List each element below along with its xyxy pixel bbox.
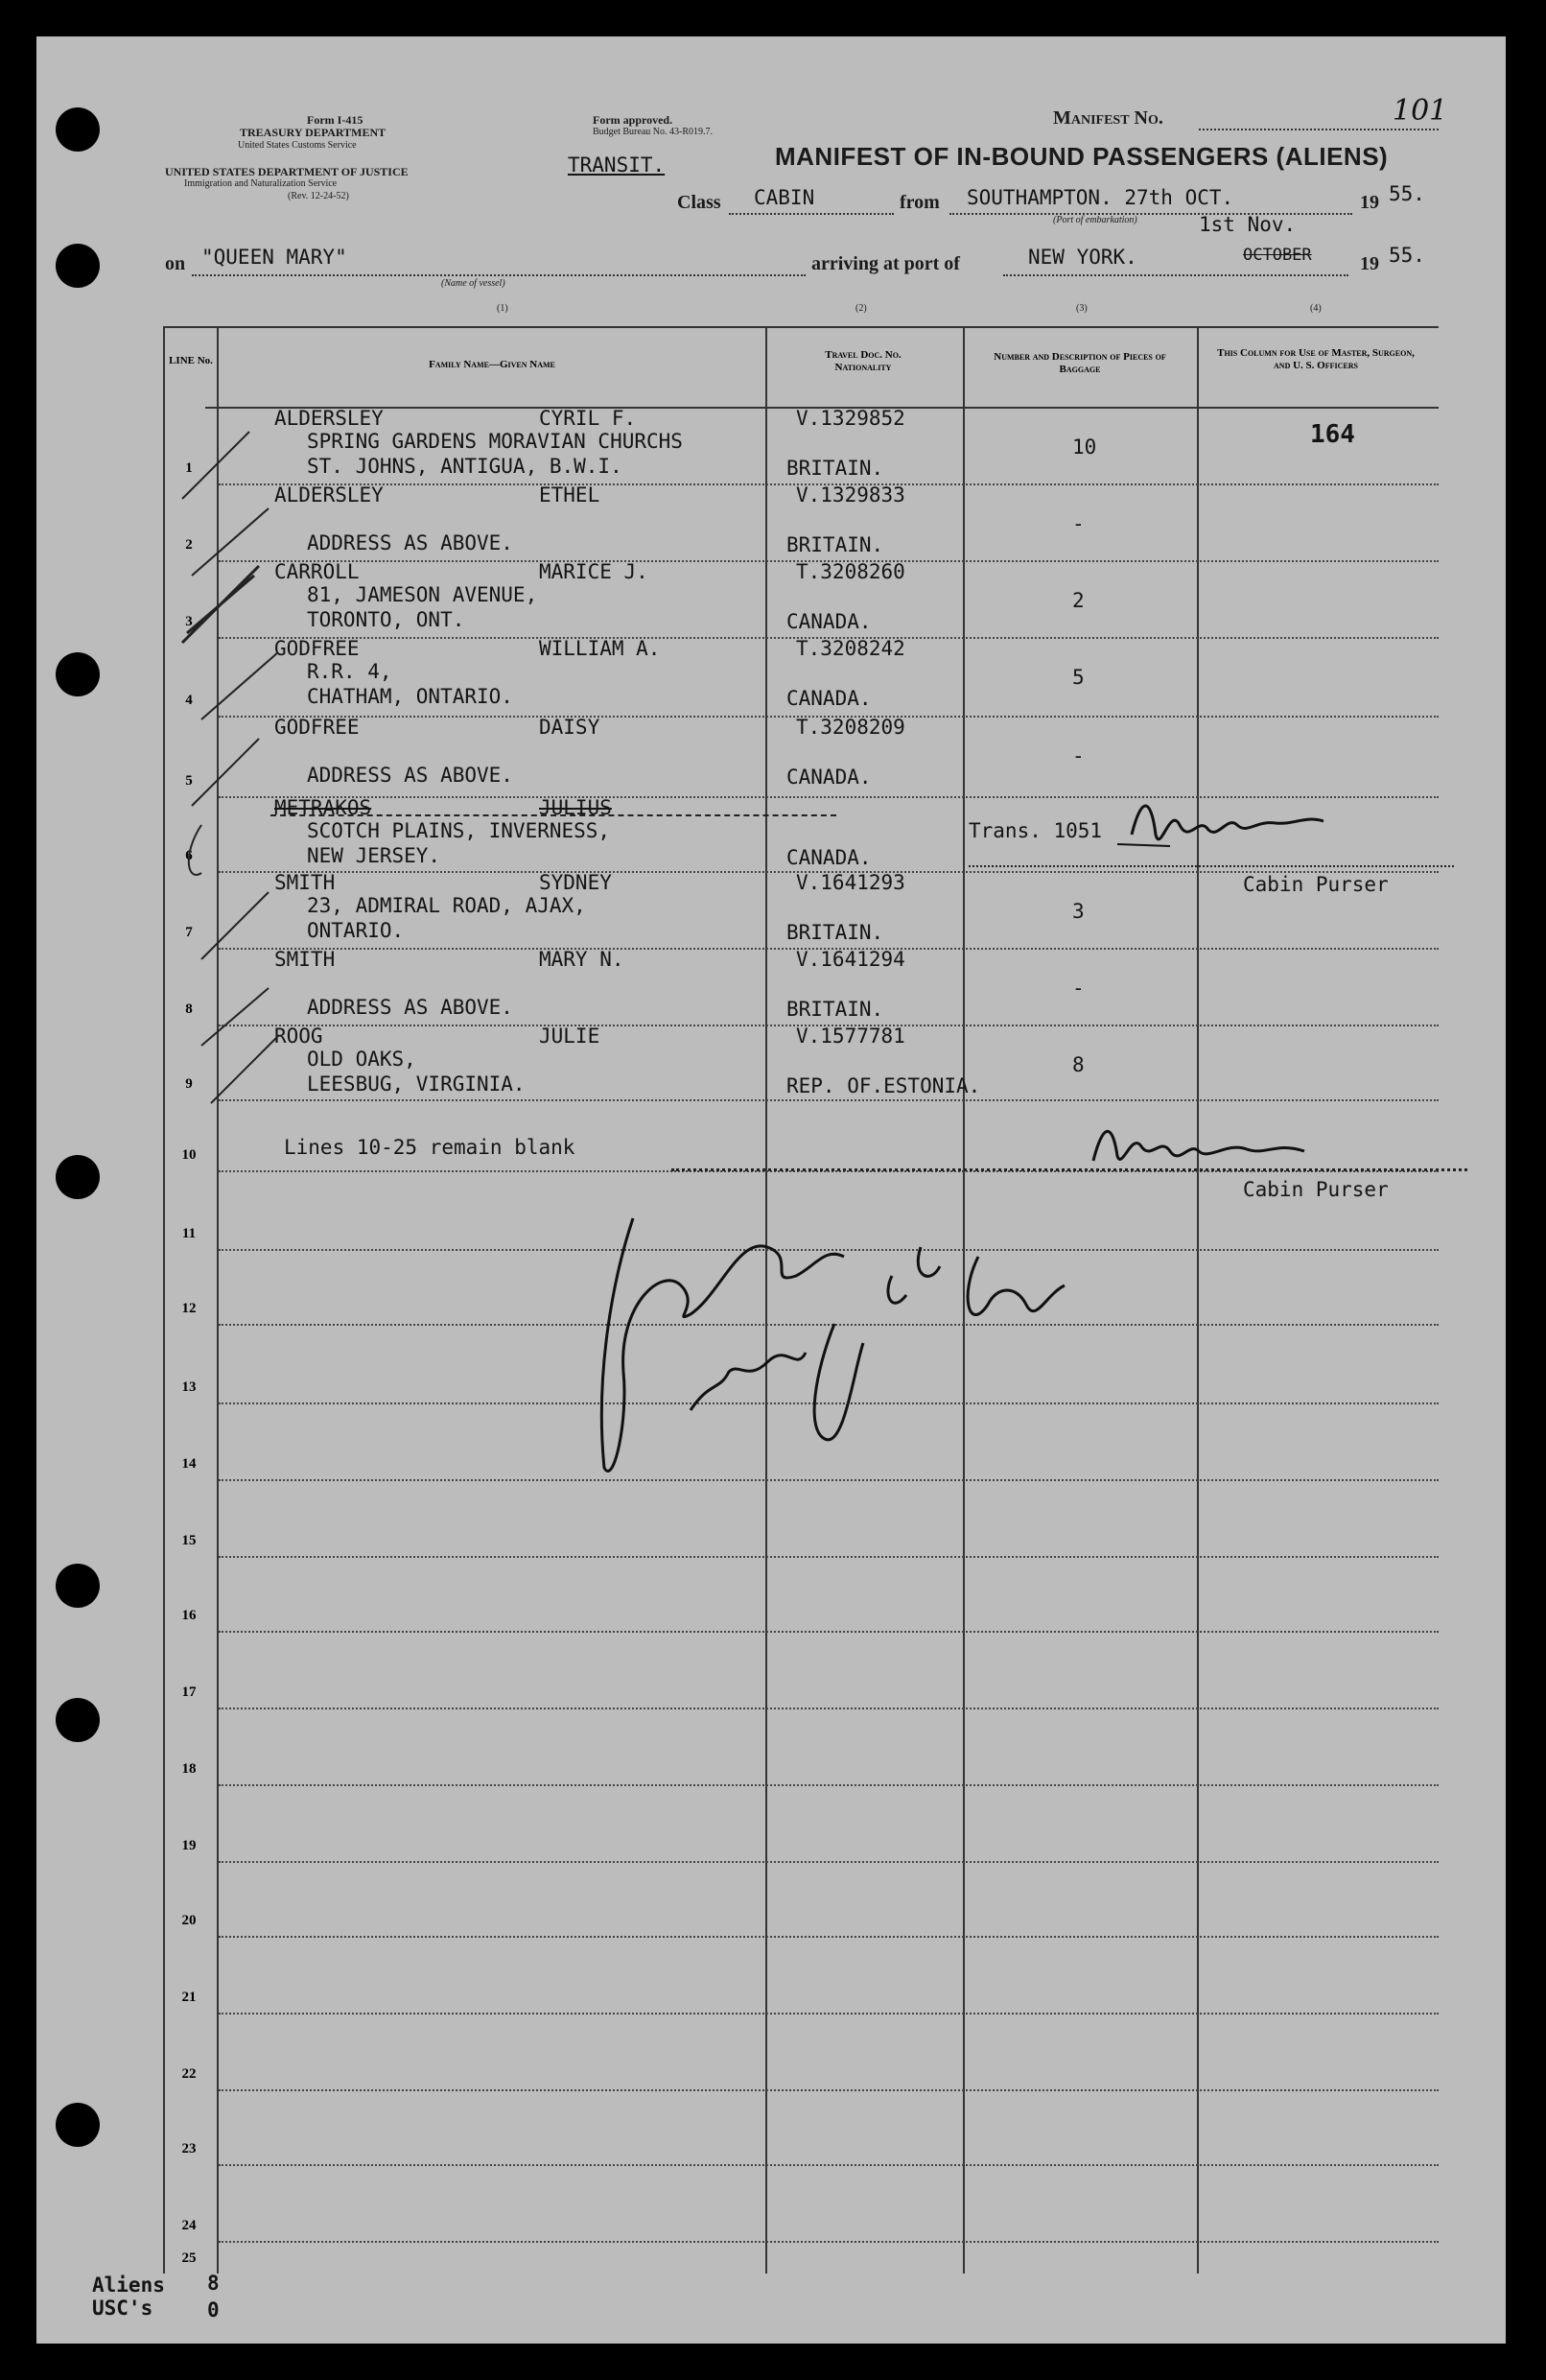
on-label: on [165, 253, 186, 274]
purser-signature-2 [1084, 1113, 1323, 1180]
punch-hole [56, 1564, 100, 1608]
address-line-1: OLD OAKS, [307, 1048, 416, 1071]
family-name: GODFREE [274, 637, 360, 660]
line-number: 4 [185, 693, 193, 708]
manifest-no-line [1199, 129, 1439, 130]
nationality: CANADA. [786, 766, 872, 789]
travel-doc-number: T.3208209 [796, 716, 905, 739]
punch-hole [56, 2103, 100, 2147]
from-label: from [900, 192, 940, 213]
customs-label: United States Customs Service [238, 140, 357, 151]
vessel-caption: (Name of vessel) [441, 278, 505, 289]
line-number: 14 [181, 1456, 197, 1472]
punch-hole [56, 1155, 100, 1199]
row-divider [219, 2241, 1439, 2243]
treasury-label: TREASURY DEPARTMENT [240, 126, 386, 139]
check-marks [163, 412, 316, 1122]
family-name: CARROLL [274, 560, 360, 583]
aliens-count: 8 [207, 2272, 220, 2295]
row-divider [219, 2164, 1439, 2166]
justice-label: UNITED STATES DEPARTMENT OF JUSTICE [165, 165, 409, 178]
line-number: 19 [181, 1838, 197, 1853]
given-name: ETHEL [539, 483, 600, 507]
family-name: ALDERSLEY [274, 407, 384, 430]
purser-signature [1113, 787, 1343, 863]
from-value: SOUTHAMPTON. 27th OCT. [967, 186, 1234, 209]
blank-note-leader [671, 1168, 1467, 1171]
manifest-title: MANIFEST OF IN-BOUND PASSENGERS (ALIENS) [775, 142, 1389, 171]
line-number: 15 [181, 1533, 197, 1548]
given-name: MARICE J. [539, 560, 648, 583]
address-line-2: ADDRESS AS ABOVE. [307, 531, 513, 554]
line-number: 8 [185, 1001, 193, 1017]
address-line-2: TORONTO, ONT. [307, 608, 465, 631]
address-line-2: ONTARIO. [307, 919, 405, 942]
arriving-label: arriving at port of [811, 253, 960, 274]
address-line-2: CHATHAM, ONTARIO. [307, 685, 513, 708]
strike-extension [969, 865, 1454, 867]
form-number: Form I-415 [307, 113, 363, 127]
baggage-column-border [1197, 326, 1199, 2274]
usc-label: USC's [92, 2297, 153, 2320]
column-number-3: (3) [1076, 303, 1088, 314]
given-name: SYDNEY [539, 871, 612, 894]
nationality: CANADA. [786, 846, 872, 869]
family-name: METRAKOS [274, 796, 372, 819]
row-divider [219, 2013, 1439, 2015]
travel-column-header: Travel Doc. No. Nationality [825, 349, 902, 373]
punch-hole [56, 244, 100, 288]
baggage-count: 5 [1072, 666, 1085, 689]
class-value: CABIN [754, 186, 815, 209]
baggage-count: 2 [1072, 589, 1085, 612]
baggage-count: - [1072, 744, 1085, 767]
cabin-purser-1: Cabin Purser [1243, 873, 1389, 896]
travel-doc-number: V.1641294 [796, 948, 905, 971]
name-column-header: Family Name—Given Name [429, 359, 555, 370]
travel-doc-number: T.3208260 [796, 560, 905, 583]
line-number: 1 [185, 460, 193, 476]
inspector-signature [575, 1180, 1113, 1487]
column-number-2: (2) [855, 303, 867, 314]
line-number: 12 [181, 1301, 197, 1316]
given-name: WILLIAM A. [539, 637, 661, 660]
baggage-count: 8 [1072, 1053, 1085, 1076]
line-number: 25 [181, 2250, 197, 2266]
given-name: JULIUS [539, 796, 612, 819]
baggage-count: Trans. 1051 [969, 819, 1103, 842]
line-number: 11 [181, 1226, 197, 1241]
address-line-1: R.R. 4, [307, 660, 392, 683]
family-name: ROOG [274, 1025, 323, 1048]
punch-hole [56, 107, 100, 152]
row-divider [219, 2089, 1439, 2091]
punch-hole [56, 652, 100, 696]
column-number-1: (1) [497, 303, 508, 314]
nationality: BRITAIN. [786, 921, 884, 944]
line-number: 18 [181, 1761, 197, 1777]
year1-label: 19 [1360, 192, 1379, 213]
address-line-1: SCOTCH PLAINS, INVERNESS, [307, 819, 611, 842]
transit-label: TRANSIT. [568, 153, 666, 177]
immigration-label: Immigration and Naturalization Service [184, 178, 338, 189]
vessel-name: "QUEEN MARY" [201, 246, 347, 269]
manifest-no-label: Manifest No. [1053, 107, 1163, 129]
manifest-no-value: 101 [1393, 94, 1448, 128]
line-number: 6 [185, 848, 193, 863]
nationality: REP. OF.ESTONIA. [786, 1074, 981, 1097]
arrival-port: NEW YORK. [1028, 246, 1137, 269]
nationality: BRITAIN. [786, 457, 884, 480]
address-line-2: ADDRESS AS ABOVE. [307, 996, 513, 1019]
revision-label: (Rev. 12-24-52) [288, 191, 349, 201]
line-number: 24 [181, 2218, 197, 2233]
officers-column-header: This Column for Use of Master, Surgeon, and U. S. Officers [1217, 347, 1415, 371]
baggage-count: 3 [1072, 900, 1085, 923]
officer-number: 164 [1310, 420, 1355, 449]
line-number: 10 [181, 1147, 197, 1163]
baggage-count: - [1072, 977, 1085, 1000]
row-divider [219, 1099, 1439, 1101]
address-line-2: ADDRESS AS ABOVE. [307, 764, 513, 787]
port-line [1003, 274, 1348, 276]
line-number: 16 [181, 1608, 197, 1623]
year1-value: 55. [1389, 182, 1425, 205]
row-divider [219, 1861, 1439, 1863]
line-number: 3 [185, 614, 193, 629]
nationality: CANADA. [786, 687, 872, 710]
travel-doc-number: V.1329833 [796, 483, 905, 507]
line-number: 20 [181, 1913, 197, 1928]
punch-hole [56, 1698, 100, 1742]
given-name: JULIE [539, 1025, 600, 1048]
line-number: 13 [181, 1379, 197, 1395]
row-divider [219, 1631, 1439, 1633]
line-number: 21 [181, 1990, 197, 2005]
address-line-2: LEESBUG, VIRGINIA. [307, 1072, 526, 1096]
travel-doc-number: V.1641293 [796, 871, 905, 894]
class-line [729, 213, 894, 215]
line-column-header: LINE No. [169, 355, 213, 366]
line-number: 22 [181, 2066, 197, 2082]
row-divider [219, 1936, 1439, 1938]
nationality: BRITAIN. [786, 533, 884, 556]
line-number: 9 [185, 1076, 193, 1092]
usc-count: 0 [207, 2298, 220, 2321]
form-approved: Form approved. [593, 113, 673, 127]
column-number-4: (4) [1310, 303, 1322, 314]
year2-label: 19 [1360, 253, 1379, 274]
address-line-1: SPRING GARDENS MORAVIAN CHURCHS [307, 430, 683, 453]
line-number: 5 [185, 773, 193, 789]
arrival-date: 1st Nov. [1199, 213, 1297, 236]
baggage-count: 10 [1072, 436, 1097, 459]
baggage-column-header: Number and Description of Pieces of Baggage [994, 351, 1166, 375]
family-name: SMITH [274, 948, 336, 971]
given-name: MARY N. [539, 948, 624, 971]
nationality: CANADA. [786, 610, 872, 633]
address-line-2: NEW JERSEY. [307, 844, 441, 867]
line-number: 7 [185, 925, 193, 940]
cabin-purser-2: Cabin Purser [1243, 1178, 1389, 1201]
row-divider [219, 1556, 1439, 1558]
budget-bureau: Budget Bureau No. 43-R019.7. [593, 127, 713, 137]
given-name: CYRIL F. [539, 407, 637, 430]
baggage-count: - [1072, 512, 1085, 535]
strikethrough-line [270, 814, 836, 816]
port-embarkation-caption: (Port of embarkation) [1053, 215, 1137, 225]
address-line-2: ST. JOHNS, ANTIGUA, B.W.I. [307, 455, 622, 478]
line-number: 17 [181, 1685, 197, 1700]
row-divider [219, 1708, 1439, 1709]
line-number: 23 [181, 2141, 197, 2156]
blank-lines-note: Lines 10-25 remain blank [284, 1136, 575, 1159]
family-name: GODFREE [274, 716, 360, 739]
vessel-line [192, 274, 806, 276]
family-name: ALDERSLEY [274, 483, 384, 507]
nationality: BRITAIN. [786, 998, 884, 1021]
line-number: 2 [185, 537, 193, 553]
travel-doc-number: V.1329852 [796, 407, 905, 430]
address-line-1: 23, ADMIRAL ROAD, AJAX, [307, 894, 586, 917]
month-struck: OCTOBER [1243, 246, 1312, 265]
year2-value: 55. [1389, 244, 1425, 267]
table-top-border [163, 326, 1439, 328]
family-name: SMITH [274, 871, 336, 894]
travel-doc-number: T.3208242 [796, 637, 905, 660]
address-line-1: 81, JAMESON AVENUE, [307, 583, 538, 606]
aliens-label: Aliens [92, 2274, 165, 2297]
class-label: Class [677, 192, 721, 213]
travel-doc-number: V.1577781 [796, 1025, 905, 1048]
given-name: DAISY [539, 716, 600, 739]
row-divider [219, 1784, 1439, 1786]
